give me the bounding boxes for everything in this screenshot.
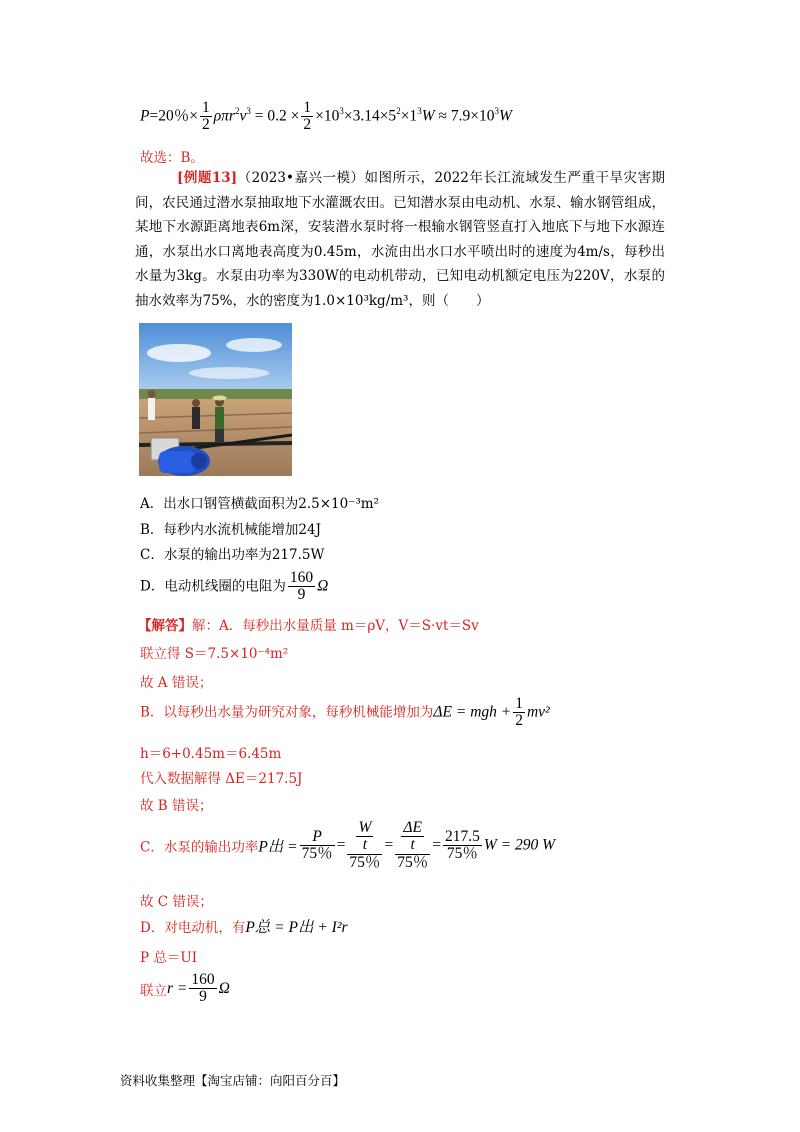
field-photo: [139, 323, 292, 476]
solution-line-3: 故 A 错误；: [140, 675, 213, 691]
previous-answer: 故选：B。: [140, 150, 204, 166]
option-b: B．每秒内水流机械能增加24J: [140, 522, 322, 538]
example-question: [135, 166, 665, 313]
example-text: （2023•嘉兴一模）如图所示，2022年长江流域发生严重干旱灾害期间，农民通过潜水泵抽取地下水灌溉农田。已知潜水泵由电动机、水泵、输水钢管组成，某地下水源距离地表6m深，安装潜水泵时将一根输水钢管竖直打入地底下与地下水源连通，水泵出水口离地表高度为0.45m，水流由出水口水平喷出时的速度为4m/s，每秒出水量为3kg。水泵由功率为330W的电动机带动，已知电动机额定电压为220V，水泵的抽水效率为75%，水的密度为1.0×10³kg/m³，则（ ）: [135, 170, 665, 309]
solution-line-7: 故 B 错误；: [140, 798, 213, 814]
solution-line-6: 代入数据解得 ΔE＝217.5J: [140, 771, 303, 787]
option-d: D．电动机线圈的电阻为 $\frac{160}{9}$ Ω: [140, 569, 329, 604]
solution-line-5: h＝6+0.45m＝6.45m: [140, 746, 282, 762]
solution-line-2: 联立得 S＝7.5×10⁻⁴m²: [140, 646, 289, 662]
option-c: C．水泵的输出功率为217.5W: [140, 547, 325, 563]
page-footer: 资料收集整理【淘宝店铺：向阳百分百】: [120, 1073, 346, 1088]
solution-line-9: 故 C 错误；: [140, 894, 213, 910]
solution-line-8: C．水泵的输出功率P出 = $\frac{P}{75\%}$ = $\frac{\frac{W}{t}}{75\%}$ = $\frac{\frac{\Delta E}{t}}{75\%}$ = $\frac{217.5}{75\%}$ W = 290 W: [140, 819, 555, 871]
solution-line-1: 【解答】解：A．每秒出水量质量 m＝ρV，V＝S·vt＝Sv: [138, 618, 479, 634]
option-a: A．出水口钢管横截面积为2.5×10⁻³m²: [140, 496, 379, 512]
top-formula: P=20％× $\frac{1}{2}$ $\rho\pi r^2v^3 = 0.2$ × $\frac{1}{2}$ $\times 10^3\times 3.14\times 5^2\times 1^3W \approx 7.9\times 10^3W$: [140, 99, 512, 134]
example-tag: [例题13]: [177, 170, 238, 186]
solution-line-4: B．以每秒出水量为研究对象，每秒机械能增加为ΔE = mgh + $\frac{1}{2}$ mv²: [140, 695, 550, 730]
solution-line-10: D．对电动机，有P总 = P出 + I²r: [140, 919, 348, 936]
solution-line-12: 联立r = $\frac{160}{9}$ Ω: [140, 971, 230, 1006]
solution-line-11: P 总＝UI: [140, 950, 198, 966]
